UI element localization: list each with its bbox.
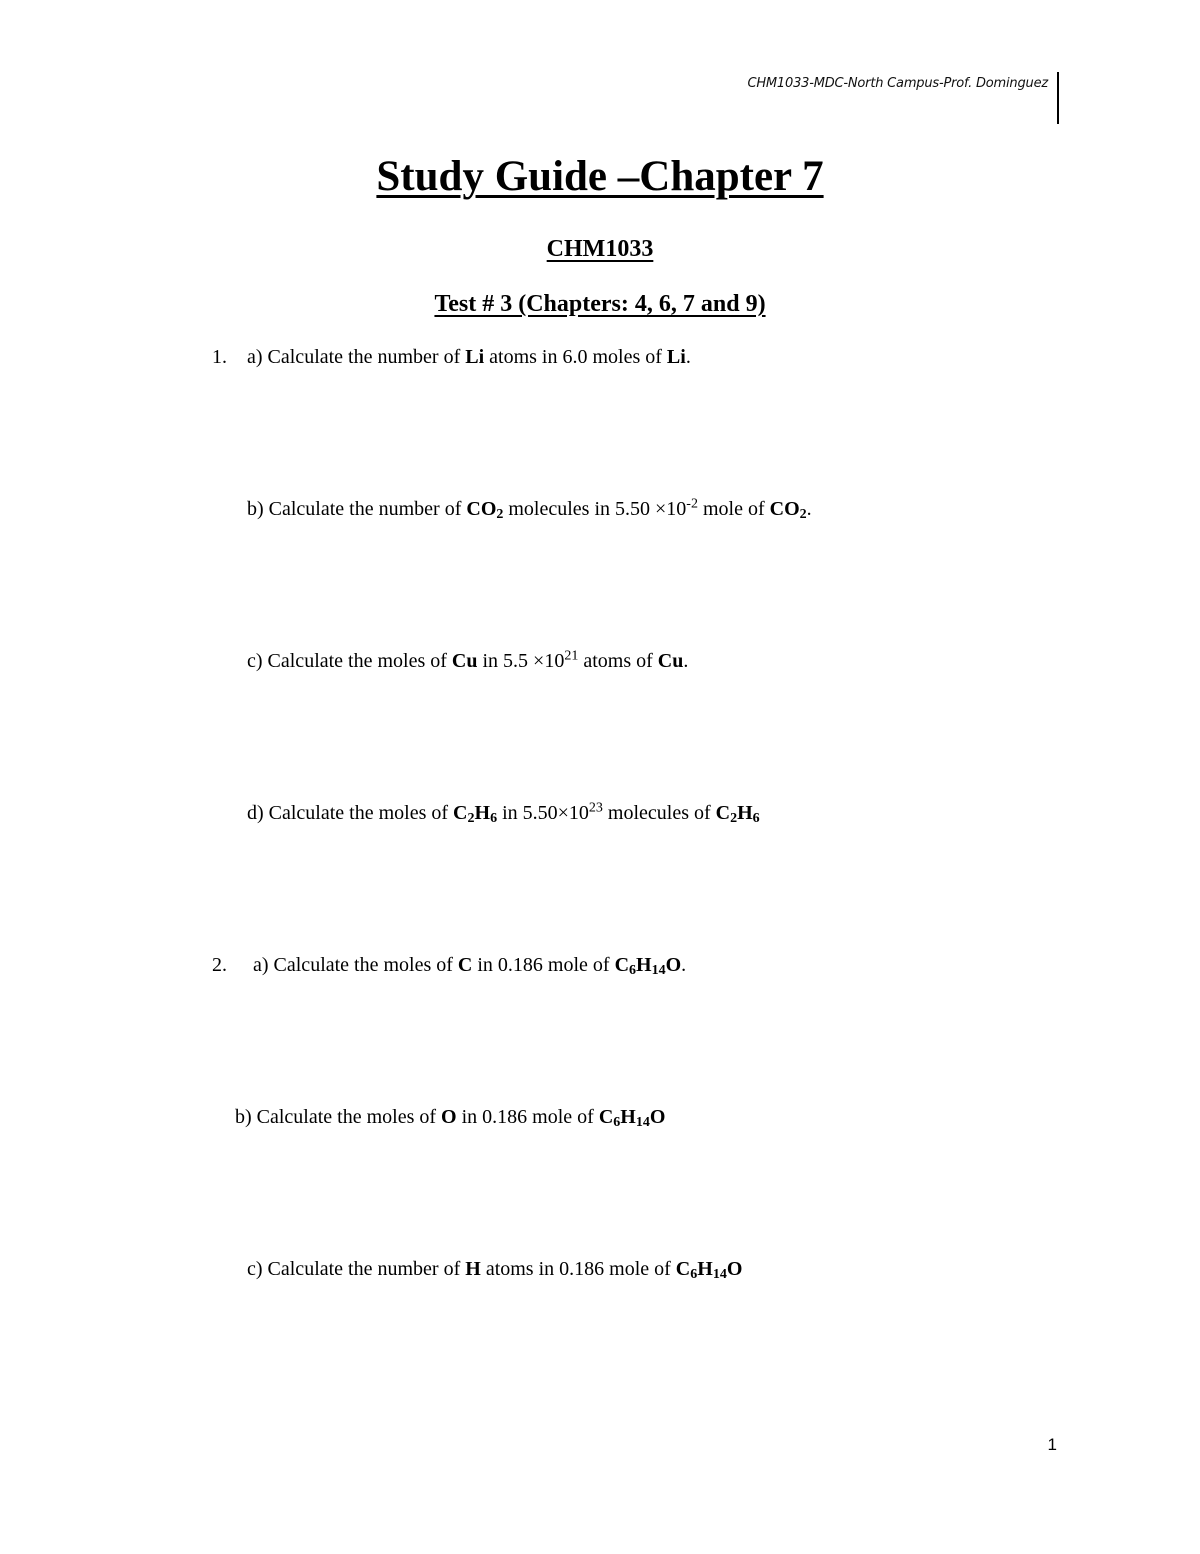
formula-c2h6: $C_2H_6$ bbox=[715, 802, 760, 827]
formula-co2: $CO_2$ bbox=[769, 498, 807, 523]
formula-co2: $CO_2$ bbox=[466, 498, 504, 523]
page-number: 1 bbox=[1047, 1435, 1057, 1454]
course-code: CHM1033 bbox=[546, 236, 654, 262]
question-1c: c) Calculate the moles of Cu in $5.5 \times 10^{21}$ atoms of Cu. bbox=[247, 648, 689, 672]
question-1b: b) Calculate the number of $CO_2$ molecules in $5.50 \times 10^{-2}$ mole of $CO_2$. bbox=[247, 496, 812, 523]
formula-c6h14o: $C_6H_{14}O$ bbox=[675, 1258, 743, 1283]
formula-c6h14o: $C_6H_{14}O$ bbox=[614, 954, 682, 979]
formula-c2h6: $C_2H_6$ bbox=[453, 802, 498, 827]
question-1-number: 1. bbox=[212, 346, 227, 368]
question-1a: a) Calculate the number of Li atoms in 6.0 moles of Li. bbox=[247, 346, 691, 368]
formula-c6h14o: $C_6H_{14}O$ bbox=[598, 1106, 666, 1131]
question-2c: c) Calculate the number of H atoms in 0.186 mole of $C_6H_{14}O$ bbox=[247, 1258, 743, 1283]
test-heading: Test # 3 (Chapters: 4, 6, 7 and 9) bbox=[434, 291, 766, 317]
header-rule bbox=[1057, 72, 1059, 124]
question-2-number: 2. bbox=[212, 954, 227, 976]
page-title: Study Guide –Chapter 7 bbox=[376, 153, 824, 200]
question-2b: b) Calculate the moles of O in 0.186 mole of $C_6H_{14}O$ bbox=[235, 1106, 666, 1131]
running-head: CHM1033-MDC-North Campus-Prof. Dominguez bbox=[747, 76, 1048, 91]
question-2a: a) Calculate the moles of C in 0.186 mole of $C_6H_{14}O$. bbox=[253, 954, 687, 979]
question-1d: d) Calculate the moles of $C_2H_6$ in $5.50\times 10^{23}$ molecules of $C_2H_6$ bbox=[247, 800, 760, 827]
